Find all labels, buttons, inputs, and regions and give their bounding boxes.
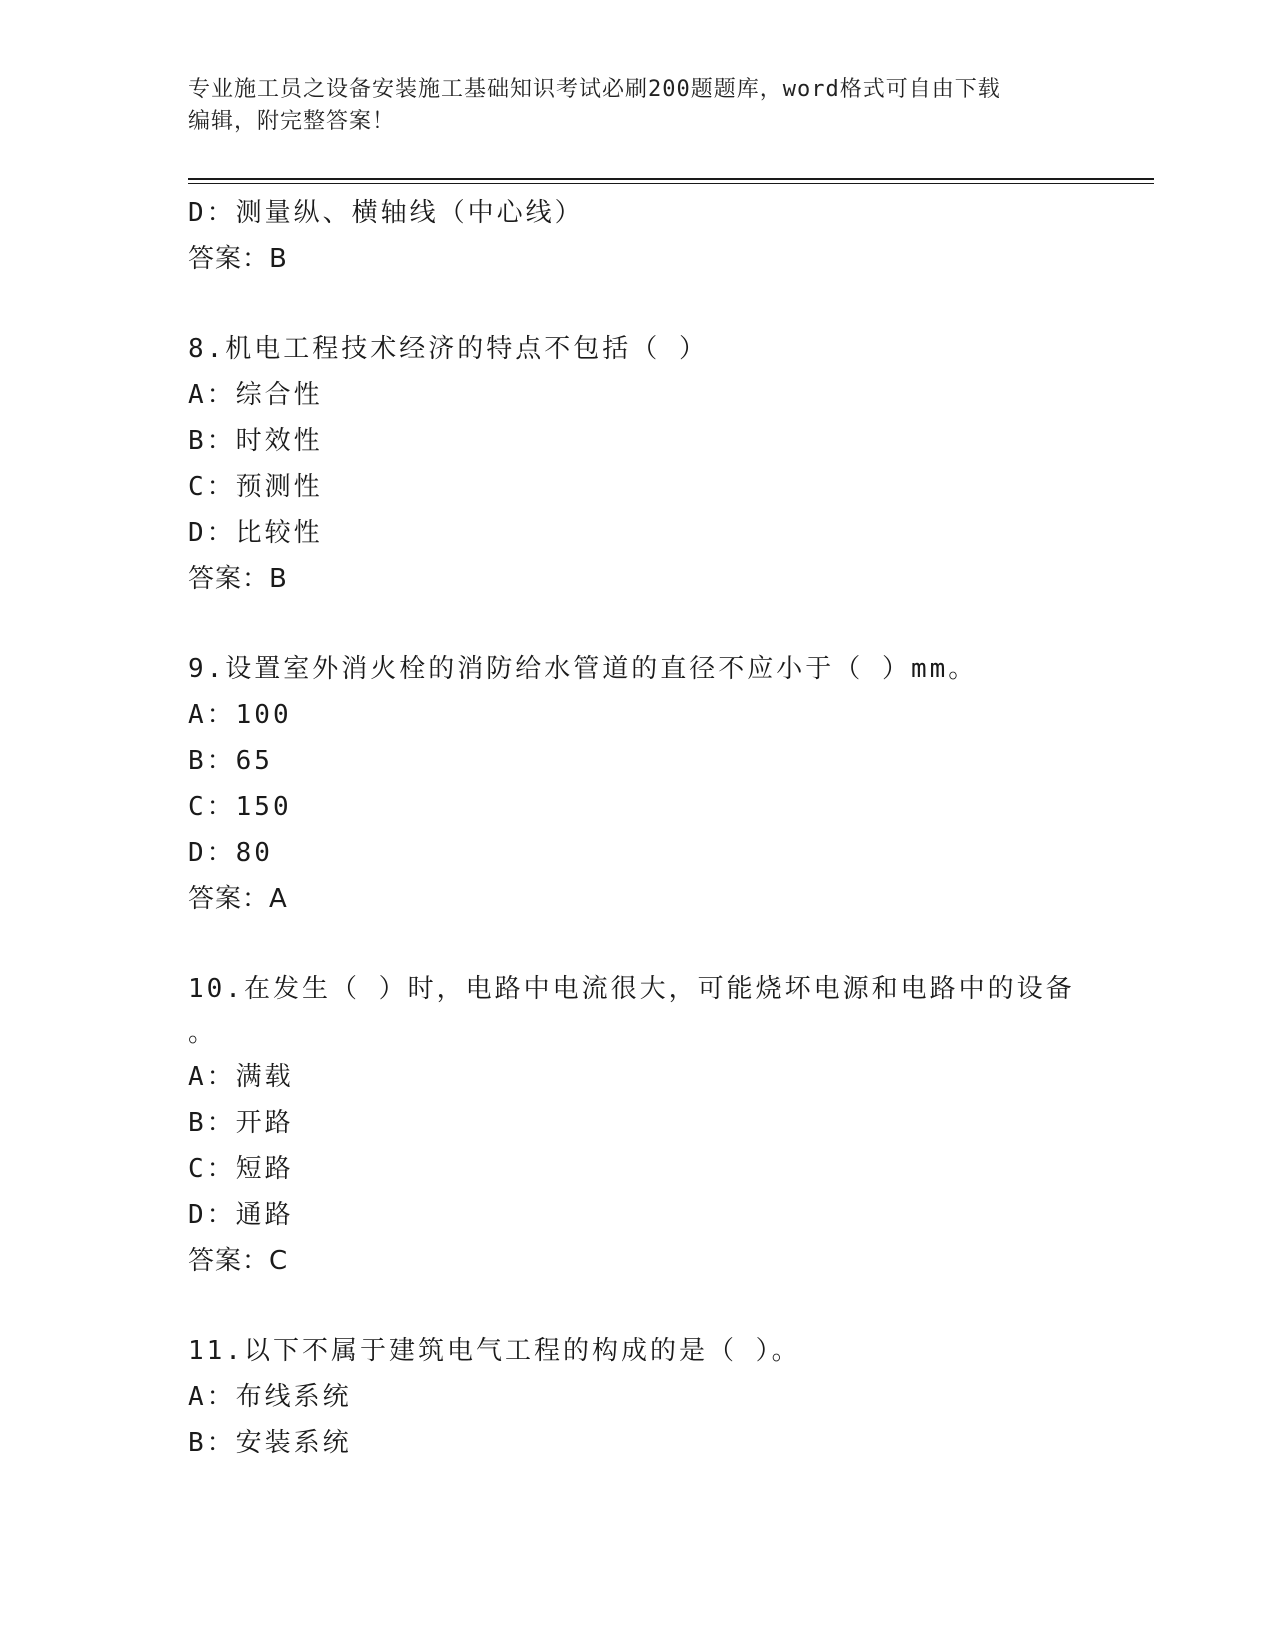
question-text: 8.机电工程技术经济的特点不包括（ ） (188, 334, 708, 364)
option-d: D：测量纵、横轴线（中心线） (188, 198, 584, 228)
question-list (188, 190, 1088, 1466)
header-divider-thick (188, 178, 1154, 180)
answer-line: 答案：B (188, 564, 288, 594)
option-d: D：比较性 (188, 518, 323, 548)
option-d: D：通路 (188, 1200, 294, 1230)
option-d: D：80 (188, 838, 273, 868)
header-title-line-1: 专业施工员之设备安装施工基础知识考试必刷200题题库，word格式可自由下载 (188, 77, 1001, 102)
option-b: B：安装系统 (188, 1428, 352, 1458)
question-text: 11.以下不属于建筑电气工程的构成的是（ ）。 (188, 1336, 801, 1366)
option-a: A：布线系统 (188, 1382, 352, 1412)
question-text: 10.在发生（ ）时，电路中电流很大，可能烧坏电源和电路中的设备 (188, 974, 1075, 1004)
spacer (188, 1284, 1088, 1328)
header-title-line-2: 编辑，附完整答案！ (188, 109, 396, 134)
option-c: C：预测性 (188, 472, 323, 502)
option-b: B：时效性 (188, 426, 323, 456)
option-a: A：满载 (188, 1062, 294, 1092)
option-c: C：短路 (188, 1154, 294, 1184)
option-c: C：150 (188, 792, 292, 822)
option-a: A：综合性 (188, 380, 323, 410)
question-text-tail: 。 (188, 1018, 215, 1048)
spacer (188, 922, 1088, 966)
spacer (188, 282, 1088, 326)
header-divider-thin (188, 183, 1154, 184)
answer-line: 答案：C (188, 1246, 289, 1276)
question-text: 9.设置室外消火栓的消防给水管道的直径不应小于（ ）mm。 (188, 654, 978, 684)
answer-line: 答案：A (188, 884, 288, 914)
answer-line: 答案：B (188, 244, 288, 274)
document-header (188, 74, 1088, 138)
option-b: B：65 (188, 746, 273, 776)
option-a: A：100 (188, 700, 292, 730)
option-b: B：开路 (188, 1108, 294, 1138)
spacer (188, 602, 1088, 646)
